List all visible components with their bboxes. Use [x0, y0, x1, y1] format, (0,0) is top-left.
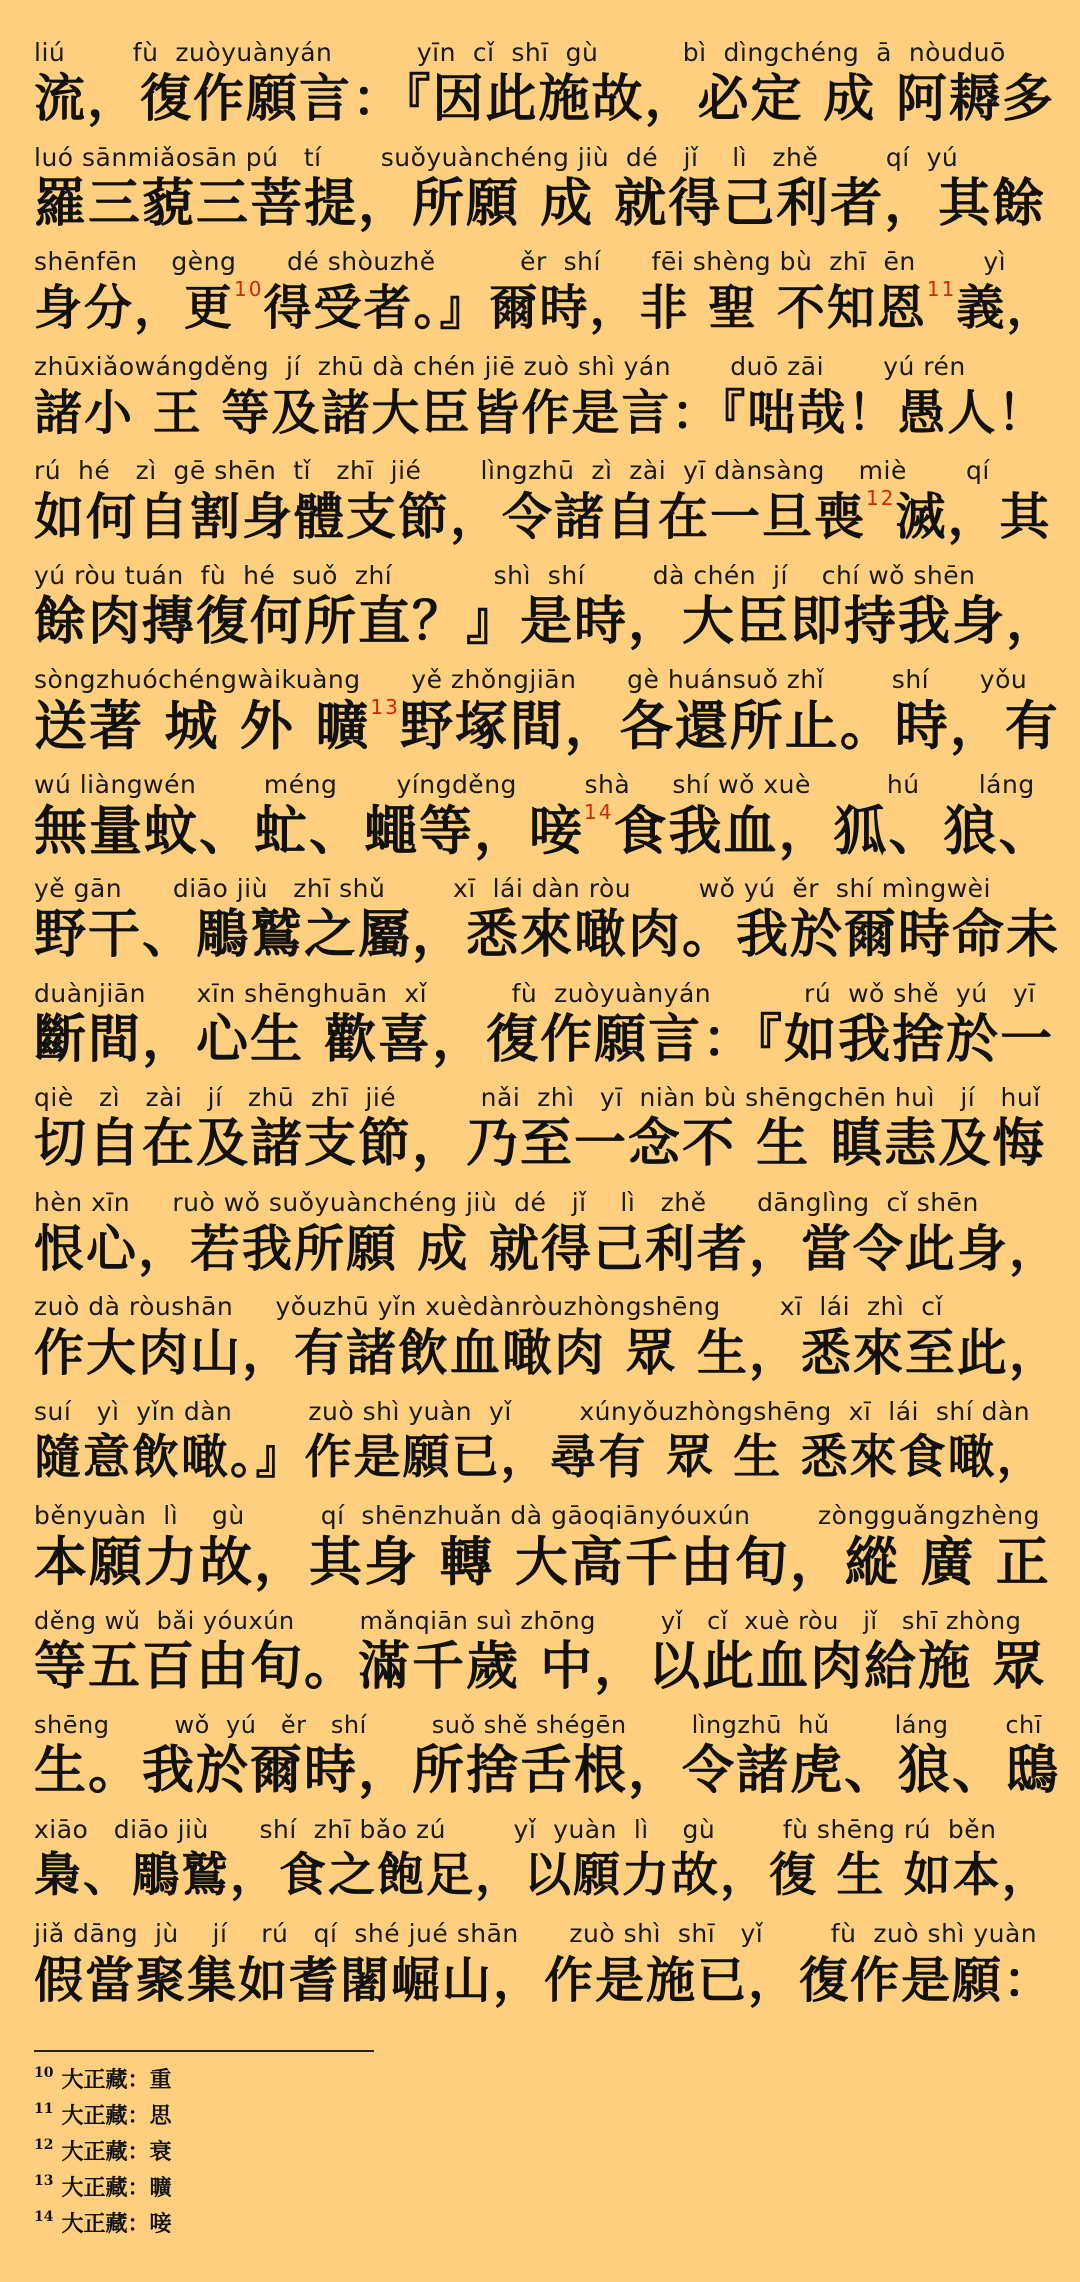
text-line — [0, 247, 1080, 352]
hanzi-line: 生。我於爾時，所捨舌根，令諸虎、狼、鴟 — [34, 1740, 1061, 1801]
footnote-item — [34, 2062, 172, 2098]
text-line — [0, 1397, 1080, 1502]
footnote-marker[interactable]: 13 — [370, 695, 400, 719]
hanzi-line — [34, 695, 1064, 757]
hanzi-segment: 義， — [956, 280, 1057, 336]
text-line — [0, 874, 1080, 979]
hanzi-line: 餘肉摶復何所直？』是時，大臣即持我身， — [34, 590, 1061, 652]
pinyin-line: duànjiān xīn shēnghuān xǐ fù zuòyuànyán rú wǒ shě yú yī — [34, 978, 1036, 1008]
text-line — [0, 770, 1080, 875]
hanzi-segment: 得受者。』爾時，非 聖 不知恩 — [263, 280, 927, 336]
pinyin-line: wú liàngwén méng yíngděng shà shí wǒ xuè hú láng — [34, 769, 1035, 799]
footnote-number: 11 — [34, 2101, 54, 2117]
hanzi-line: 假當聚集如耆闍崛山，作是施已，復作是願： — [34, 1951, 1055, 2009]
footnote-text: 大正藏：思 — [61, 2103, 172, 2129]
pinyin-line: suí yì yǐn dàn zuò shì yuàn yǐ xúnyǒuzhòngshēng xī lái shí dàn — [34, 1396, 1031, 1426]
text-line — [0, 456, 1080, 561]
hanzi-segment: 送著 城 外 曠 — [34, 695, 371, 757]
pinyin-line: hèn xīn ruò wǒ suǒyuànchéng jiù dé jǐ lì zhě dānglìng cǐ shēn — [34, 1187, 979, 1217]
hanzi-line: 隨意飲噉。』作是願已，尋有 眾 生 悉來食噉， — [34, 1429, 1046, 1485]
footnote-number: 10 — [34, 2065, 54, 2081]
hanzi-segment: 野塚間，各還所止。時，有 — [399, 695, 1060, 757]
hanzi-line — [34, 800, 1064, 862]
footnote-marker[interactable]: 12 — [866, 486, 896, 510]
text-line — [0, 561, 1080, 666]
text-line — [0, 1188, 1080, 1293]
pinyin-line: rú hé zì gē shēn tǐ zhī jié lìngzhū zì zài yī dànsàng miè qí — [34, 456, 990, 485]
hanzi-line: 斷間，心生 歡喜，復作願言：『如我捨於一 — [34, 1008, 1055, 1070]
footnote-number: 14 — [34, 2209, 54, 2225]
pinyin-line: yú ròu tuán fù hé suǒ zhí shì shí dà chén jí chí wǒ shēn — [34, 560, 976, 590]
footnote-text: 大正藏：重 — [61, 2067, 172, 2093]
hanzi-line: 諸小 王 等及諸大臣皆作是言：『咄哉！愚人！ — [34, 384, 1048, 441]
hanzi-line: 梟、鵰鷲，食之飽足，以願力故，復 生 如本， — [34, 1847, 1051, 1903]
text-line — [0, 1710, 1080, 1815]
hanzi-line: 恨心，若我所願 成 就得己利者，當令此身， — [34, 1218, 1061, 1278]
footnote-marker[interactable]: 14 — [584, 799, 614, 824]
footnote-item — [34, 2170, 172, 2206]
footnote-marker[interactable]: 10 — [234, 277, 264, 301]
hanzi-line: 本願力故，其身 轉 大高千由旬，縱 廣 正 — [34, 1531, 1051, 1593]
footnote-item — [34, 2098, 172, 2134]
text-line — [0, 1919, 1080, 2024]
hanzi-line: 羅三藐三菩提，所願 成 就得己利者，其餘 — [34, 172, 1047, 234]
pinyin-line: shēng wǒ yú ěr shí suǒ shě shégēn lìngzhū hǔ láng chī — [34, 1711, 1042, 1739]
pinyin-line: zuò dà ròushān yǒuzhū yǐn xuèdànròuzhòngshēng xī lái zhì cǐ — [34, 1292, 943, 1321]
footnote-text: 大正藏：衰 — [61, 2139, 172, 2165]
text-line — [0, 1606, 1080, 1711]
text-line — [0, 143, 1080, 248]
text-line — [0, 665, 1080, 770]
footnote-text: 大正藏：曠 — [61, 2175, 172, 2201]
footnote-item — [34, 2134, 172, 2170]
hanzi-line: 作大肉山，有諸飲血噉肉 眾 生，悉來至此， — [34, 1323, 1061, 1382]
hanzi-line: 野干、鵰鷲之屬，悉來噉肉。我於爾時命未 — [34, 904, 1061, 965]
text-line — [0, 1815, 1080, 1920]
text-line — [0, 38, 1080, 143]
text-line — [0, 1501, 1080, 1606]
footnote-number: 13 — [34, 2173, 54, 2189]
pinyin-line: sòngzhuóchéngwàikuàng yě zhǒngjiān gè huánsuǒ zhǐ shí yǒu — [34, 665, 1028, 694]
pinyin-line: děng wǔ bǎi yóuxún mǎnqiān suì zhōng yǐ cǐ xuè ròu jǐ shī zhòng — [34, 1606, 1022, 1635]
hanzi-segment: 食我血，狐、狼、 — [613, 799, 1054, 862]
pinyin-line: zhūxiǎowángděng jí zhū dà chén jiē zuò shì yán duō zāi yú rén — [34, 351, 966, 381]
hanzi-segment: 身分，更 — [34, 280, 235, 336]
text-line — [0, 1292, 1080, 1397]
text-line — [0, 352, 1080, 457]
text-line — [0, 979, 1080, 1084]
pinyin-line: luó sānmiǎosān pú tí suǒyuànchéng jiù dé jǐ lì zhě qí yú — [34, 142, 959, 172]
pinyin-line: yě gān diāo jiù zhī shǔ xī lái dàn ròu wǒ yú ěr shí mìngwèi — [34, 874, 991, 903]
hanzi-line — [34, 277, 1064, 339]
pinyin-line: xiāo diāo jiù shí zhī bǎo zú yǐ yuàn lì gù fù shēng rú běn — [34, 1814, 997, 1844]
hanzi-line: 等五百由旬。滿千歲 中，以此血肉給施 眾 — [34, 1635, 1047, 1697]
footnote-number: 12 — [34, 2137, 54, 2153]
scripture-text-body — [0, 38, 1080, 2024]
hanzi-segment: 滅，其 — [895, 487, 1052, 546]
pinyin-line: běnyuàn lì gù qí shēnzhuǎn dà gāoqiānyóuxún zòngguǎngzhèng — [34, 1501, 1040, 1530]
hanzi-line: 流，復作願言：『因此施故，必定 成 阿耨多 — [34, 69, 1056, 129]
hanzi-segment: 如何自割身體支節，令諸自在一旦喪 — [34, 487, 866, 546]
text-line — [0, 1083, 1080, 1188]
footnotes — [34, 2062, 172, 2242]
hanzi-line: 切自在及諸支節，乃至一念不 生 瞋恚及悔 — [34, 1113, 1047, 1174]
footnote-item — [34, 2206, 172, 2242]
pinyin-line: shēnfēn gèng dé shòuzhě ěr shí fēi shèng bù zhī ēn yì — [34, 247, 1007, 276]
pinyin-line: jiǎ dāng jù jí rú qí shé jué shān zuò shì shī yǐ fù zuò shì yuàn — [34, 1919, 1038, 1948]
footnote-text: 大正藏：唼 — [61, 2211, 172, 2237]
footnote-marker[interactable]: 11 — [926, 277, 957, 301]
hanzi-segment: 無量蚊、虻、蠅等，唼 — [34, 799, 584, 862]
pinyin-line: liú fù zuòyuànyán yīn cǐ shī gù bì dìngchéng ā nòuduō — [34, 38, 1006, 67]
footnote-divider — [34, 2050, 374, 2052]
pinyin-line: qiè zì zài jí zhū zhī jié nǎi zhì yī niàn bù shēngchēn huì jí huǐ — [34, 1083, 1041, 1112]
hanzi-line — [34, 486, 1064, 548]
